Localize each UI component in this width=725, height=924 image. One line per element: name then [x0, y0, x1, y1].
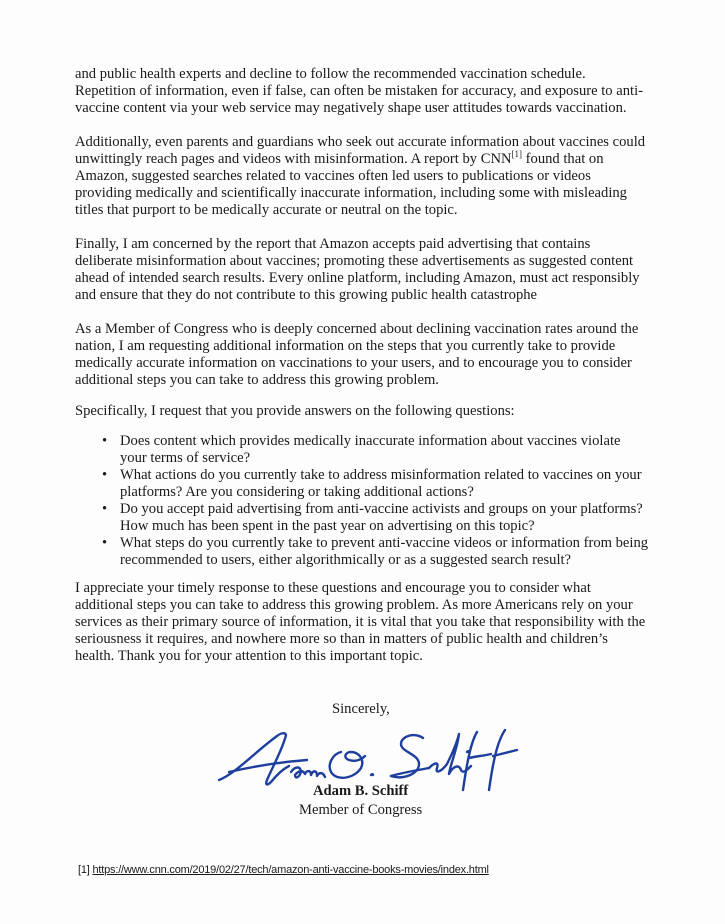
list-item — [75, 467, 650, 501]
bullet-icon: • — [102, 535, 108, 551]
closing-salutation: Sincerely, — [332, 701, 390, 717]
paragraph-cnn-report-text-start: Additionally, even parents and guardians who seek out accurate information about vaccines could unwittingly reach pages and videos with misinformation. A report by CNN — [75, 134, 646, 167]
signature-stroke-b-dot — [371, 774, 373, 775]
paragraph-cnn-report-text-end: found that on Amazon, suggested searches related to vaccines often led users to publications or videos providing medically and scientifically inaccurate information, including some with misleading titles that purport to be medically accurate or neutral on the topic. — [75, 151, 627, 218]
bullet-icon: • — [102, 433, 108, 449]
signature-stroke-f1 — [463, 732, 491, 790]
paragraph-questions-intro: Specifically, I request that you provide answers on the following questions: — [75, 403, 515, 419]
list-item — [75, 501, 650, 535]
paragraph-paid-advertising: Finally, I am concerned by the report that Amazon accepts paid advertising that contains deliberate misinformation about vaccines; promoting these advertisements as suggested content ahead of intended search results. Every online platform, including Amazon, must act responsibly and ensure that they do not contribute to this growing public health catastrophe — [75, 236, 640, 303]
signature-stroke-dot — [467, 751, 469, 752]
footnote-link[interactable]: https://www.cnn.com/2019/02/27/tech/amazon-anti-vaccine-books-movies/index.html — [92, 864, 489, 876]
paragraph-closing-remarks: I appreciate your timely response to these questions and encourage you to consider what additional steps you can take to address this growing problem. As more Americans rely on your services as their primary source of information, it is vital that you take that responsibility with the seriousness it requires, and nowhere more so than in matters of public health and children’s health. Thank you for your attention to this important topic. — [75, 580, 646, 664]
paragraph-cnn-report — [75, 134, 650, 219]
signature-stroke-dam — [291, 768, 325, 778]
signatory-name: Adam B. Schiff — [313, 783, 409, 799]
signatory-title: Member of Congress — [299, 802, 423, 818]
signature-stroke-a — [219, 733, 289, 784]
bullet-icon: • — [102, 501, 108, 517]
signature-stroke-f2 — [489, 730, 517, 790]
list-item — [75, 433, 650, 467]
paragraph-request-information: As a Member of Congress who is deeply concerned about declining vaccination rates around the nation, I am requesting additional information on the steps that you currently take to provide medically accurate information on vaccinations to your users, and to encourage you to consider additional steps you can take to address this growing problem. — [75, 321, 639, 388]
question-text: Do you accept paid advertising from anti-vaccine activists and groups on your platforms? How much has been spent in the past year on advertising on this topic? — [120, 501, 643, 534]
signature-stroke-chiff — [429, 734, 471, 774]
footnote-reference: [1] — [511, 149, 523, 160]
question-text: What actions do you currently take to address misinformation related to vaccines on your platforms? Are you considering or taking additional actions? — [120, 467, 642, 500]
signature-stroke-b — [330, 752, 365, 778]
questions-list — [75, 433, 650, 569]
question-text: What steps do you currently take to prevent anti-vaccine videos or information from being recommended to users, either algorithmically or as a suggested search result? — [120, 535, 649, 568]
question-text: Does content which provides medically inaccurate information about vaccines violate your terms of service? — [120, 433, 621, 466]
paragraph-anti-vaccine-exposure: and public health experts and decline to follow the recommended vaccination schedule. Repetition of information, even if false, can often be mistaken for accuracy, and exposure to anti-vaccine content via your web service may negatively shape user attitudes towards vaccination. — [75, 66, 643, 116]
footnote — [78, 862, 489, 879]
footnote-marker: [1] — [78, 864, 90, 876]
list-item — [75, 535, 650, 569]
bullet-icon: • — [102, 467, 108, 483]
